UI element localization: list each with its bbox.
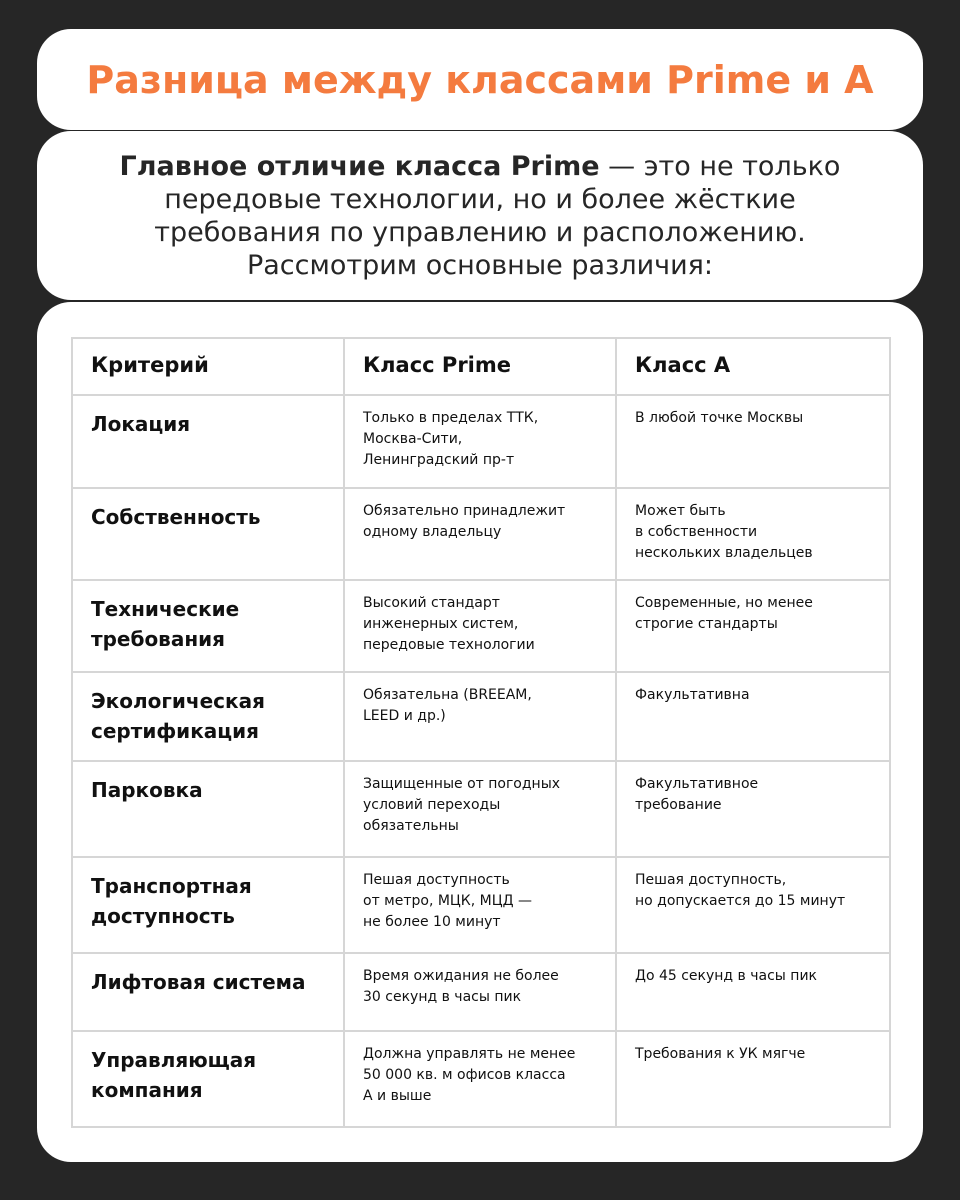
prime-cell-line: LEED и др.) (363, 708, 446, 724)
class-a-cell-line: требование (635, 797, 722, 813)
table-row (72, 1031, 890, 1127)
class-a-cell-line: До 45 секунд в часы пик (635, 968, 818, 984)
prime-cell-line: 50 000 кв. м офисов класса (363, 1067, 566, 1083)
table-header-row (72, 338, 890, 395)
criterion-cell (72, 857, 344, 953)
criterion-cell-line: компания (91, 1078, 203, 1102)
table-body (72, 395, 890, 1127)
prime-cell-line: Пешая доступность (363, 872, 510, 888)
table-row (72, 857, 890, 953)
intro-emphasis: Главное отличие класса Prime (119, 150, 600, 182)
intro-text (120, 150, 841, 282)
prime-cell-line: Москва-Сити, (363, 431, 463, 447)
prime-cell-line: Обязательно принадлежит (363, 503, 566, 519)
page-title: Разница между классами Prime и A (86, 57, 874, 102)
table-row (72, 395, 890, 488)
prime-cell (344, 857, 616, 953)
prime-cell (344, 580, 616, 672)
class-a-cell (616, 580, 890, 672)
table-row (72, 488, 890, 580)
class-a-cell-line: строгие стандарты (635, 616, 778, 632)
criterion-cell (72, 488, 344, 580)
table-card (37, 302, 923, 1162)
comparison-table (71, 337, 891, 1128)
class-a-cell (616, 488, 890, 580)
criterion-cell (72, 580, 344, 672)
criterion-cell-line: Технические (91, 597, 240, 621)
class-a-cell (616, 857, 890, 953)
criterion-cell-line: Локация (91, 412, 191, 436)
table-row (72, 761, 890, 857)
prime-cell-line: передовые технологии (363, 637, 535, 653)
prime-cell-line: обязательны (363, 818, 459, 834)
prime-cell (344, 488, 616, 580)
criterion-cell-line: требования (91, 627, 226, 651)
class-a-cell-line: в собственности (635, 524, 758, 540)
class-a-cell-line: Может быть (635, 503, 726, 519)
prime-cell (344, 1031, 616, 1127)
prime-cell-line: Время ожидания не более (363, 968, 559, 984)
intro-line-2: передовые технологии, но и более жёсткие (164, 183, 796, 215)
class-a-cell-line: В любой точке Москвы (635, 410, 804, 426)
column-header-criterion: Критерий (72, 338, 344, 395)
prime-cell-line: условий переходы (363, 797, 501, 813)
class-a-cell (616, 395, 890, 488)
intro-line-4: Рассмотрим основные различия: (246, 249, 714, 281)
prime-cell-line: от метро, МЦК, МЦД — (363, 893, 532, 909)
class-a-cell (616, 761, 890, 857)
prime-cell-line: одному владельцу (363, 524, 502, 540)
criterion-cell-line: доступность (91, 904, 235, 928)
prime-cell-line: Ленинградский пр-т (363, 452, 515, 468)
prime-cell (344, 953, 616, 1031)
prime-cell-line: 30 секунд в часы пик (363, 989, 522, 1005)
table-row (72, 580, 890, 672)
title-card (37, 29, 923, 130)
class-a-cell-line: Факультативна (635, 687, 750, 703)
prime-cell-line: Обязательна (BREEAM, (363, 687, 532, 703)
class-a-cell-line: нескольких владельцев (635, 545, 813, 561)
prime-cell (344, 672, 616, 761)
prime-cell-line: инженерных систем, (363, 616, 519, 632)
criterion-cell-line: Парковка (91, 778, 203, 802)
class-a-cell-line: Современные, но менее (635, 595, 813, 611)
criterion-cell-line: Транспортная (91, 874, 252, 898)
prime-cell-line: Только в пределах ТТК, (363, 410, 539, 426)
criterion-cell-line: сертификация (91, 719, 259, 743)
criterion-cell (72, 1031, 344, 1127)
class-a-cell-line: но допускается до 15 минут (635, 893, 846, 909)
prime-cell (344, 395, 616, 488)
criterion-cell (72, 953, 344, 1031)
column-header-class-a: Класс А (616, 338, 890, 395)
column-header-prime: Класс Prime (344, 338, 616, 395)
criterion-cell (72, 395, 344, 488)
class-a-cell-line: Требования к УК мягче (635, 1046, 806, 1062)
table-row (72, 672, 890, 761)
prime-cell-line: А и выше (363, 1088, 432, 1104)
criterion-cell-line: Управляющая (91, 1048, 257, 1072)
intro-line-3: требования по управлению и расположению. (154, 216, 806, 248)
criterion-cell-line: Собственность (91, 505, 261, 529)
criterion-cell (72, 761, 344, 857)
class-a-cell (616, 672, 890, 761)
criterion-cell-line: Экологическая (91, 689, 265, 713)
prime-cell-line: Защищенные от погодных (363, 776, 561, 792)
intro-line-1-rest: — это не только (599, 150, 841, 182)
class-a-cell-line: Пешая доступность, (635, 872, 787, 888)
criterion-cell-line: Лифтовая система (91, 970, 306, 994)
prime-cell-line: не более 10 минут (363, 914, 501, 930)
prime-cell-line: Высокий стандарт (363, 595, 500, 611)
prime-cell-line: Должна управлять не менее (363, 1046, 576, 1062)
criterion-cell (72, 672, 344, 761)
prime-cell (344, 761, 616, 857)
class-a-cell (616, 953, 890, 1031)
class-a-cell-line: Факультативное (635, 776, 759, 792)
class-a-cell (616, 1031, 890, 1127)
table-row (72, 953, 890, 1031)
intro-card (37, 131, 923, 300)
